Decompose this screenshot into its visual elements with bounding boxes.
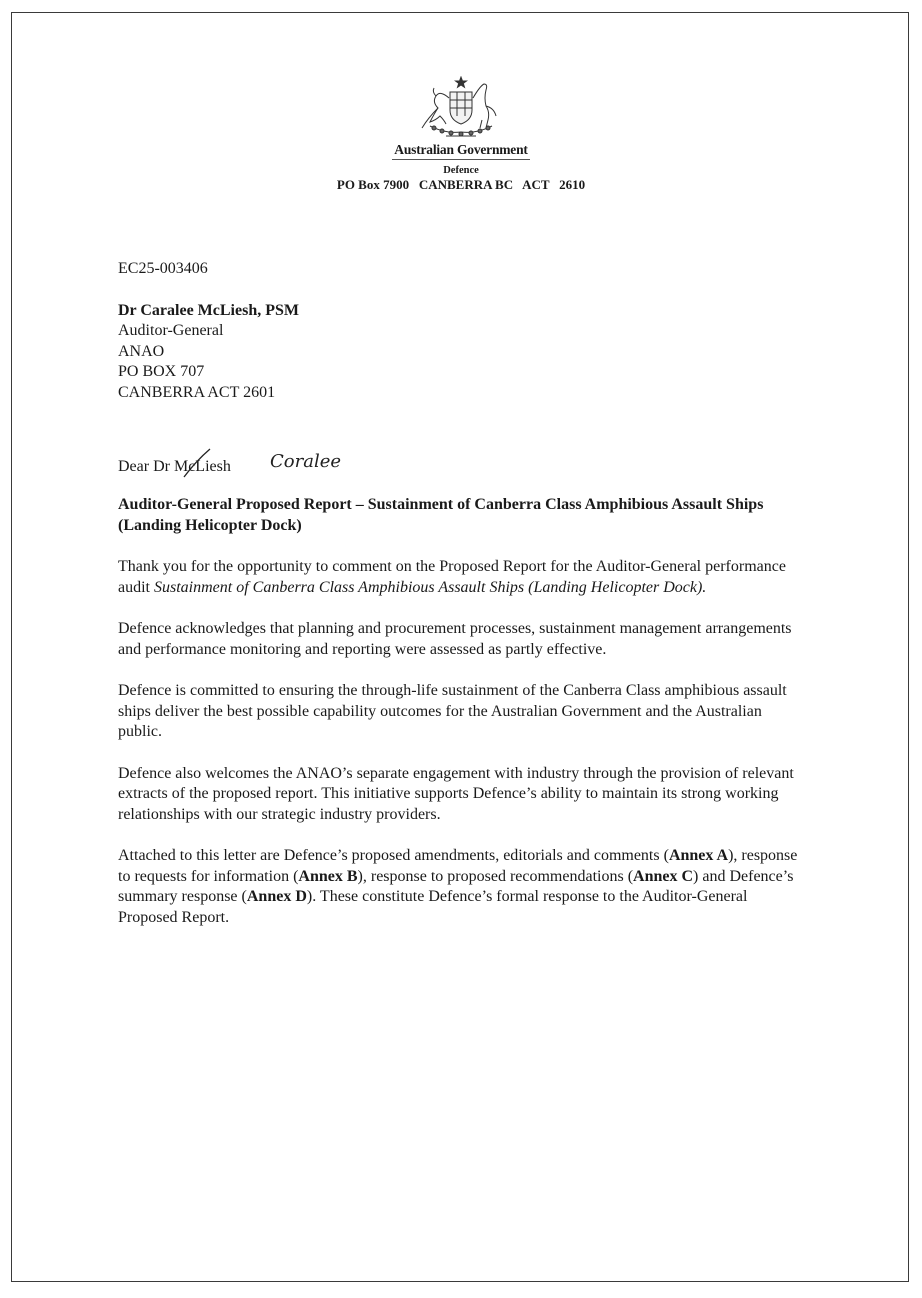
handwritten-annotation [118,439,378,483]
handwritten-name: Coralee [270,451,342,472]
recipient-po-box: PO BOX 707 [118,363,205,380]
reference-number: EC25-003406 [118,260,208,277]
annex-c: Annex C [633,867,694,885]
recipient-organisation: ANAO [118,342,165,360]
recipient-name: Dr Caralee McLiesh, PSM [118,301,299,319]
paragraph-4: Defence also welcomes the ANAO’s separate engagement with industry through the provision of relevant extracts of the proposed report. This initiative supports Defence’s ability to maintain its strong working relationships with our strategic industry providers. [118,764,794,823]
coat-of-arms-icon [416,76,506,138]
recipient-title: Auditor-General [118,322,224,339]
letter-body [118,259,808,928]
letter-subject: Auditor-General Proposed Report – Sustainment of Canberra Class Amphibious Assault Ships (Landing Helicopter Dock) [118,496,764,534]
annex-a: Annex A [668,847,729,864]
paragraph-1: Thank you for the opportunity to comment on the Proposed Report for the Auditor-General performance audit Sustainment of Canberra Class Amphibious Assault Ships (Landing Helicopter Dock). [118,558,786,596]
government-name: Australian Government [392,142,529,160]
paragraph-2: Defence acknowledges that planning and procurement processes, sustainment management arrangements and performance monitoring and reporting were assessed as partly effective. [118,620,792,658]
audit-title: Sustainment of Canberra Class Amphibious Assault Ships (Landing Helicopter Dock). [154,578,707,596]
annex-d: Annex D [246,888,307,905]
department-name: Defence [443,165,479,176]
paragraph-5: Attached to this letter are Defence’s proposed amendments, editorials and comments (Annex A), response to requests for information (Annex B), response to proposed recommendations (Annex C) and Defence’s summary response (Annex D). These constitute Defence’s formal response to the Auditor-General Proposed Report. [118,847,798,926]
recipient-address [118,301,808,404]
department-address: PO Box 7900 CANBERRA BC ACT 2610 [336,177,586,192]
paragraph-3: Defence is committed to ensuring the through-life sustainment of the Canberra Class amphibious assault ships deliver the best possible capability outcomes for the Australian Government and the Australian public. [118,682,787,740]
salutation [118,451,808,477]
salutation-text: Dear Dr McLiesh [118,458,231,475]
annex-b: Annex B [298,867,358,885]
recipient-city: CANBERRA ACT 2601 [118,383,276,401]
letterhead [0,76,922,193]
